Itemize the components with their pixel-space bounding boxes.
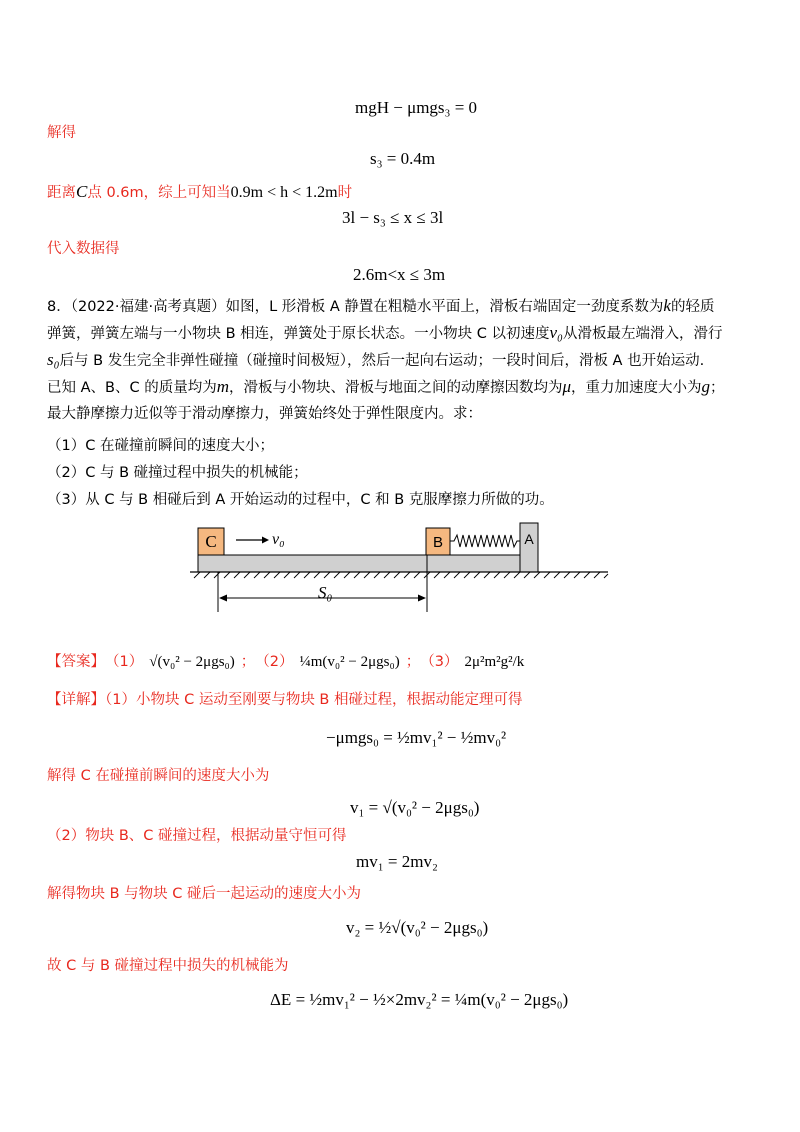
problem-line-2 bbox=[47, 323, 722, 344]
problem-line-4 bbox=[47, 377, 725, 398]
detail-line-1 bbox=[47, 690, 522, 710]
question-3: （3）从 C 与 B 相碰后到 A 开始运动的过程中，C 和 B 克服摩擦力所做的功。 bbox=[47, 492, 554, 508]
velocity-arrow-head bbox=[262, 537, 269, 544]
velocity-label: v₀ bbox=[272, 531, 285, 548]
problem-line-4-a: 已知 A、B、C 的质量均为 bbox=[47, 380, 217, 396]
answer-line bbox=[47, 652, 530, 672]
symbol-mu: μ bbox=[562, 377, 572, 396]
answer-2: ¼m(v₀² − 2μgs₀) bbox=[299, 654, 400, 670]
problem-line-3-text: 后与 B 发生完全非弹性碰撞（碰撞时间极短），然后一起向右运动；一段时间后，滑板 A 也开始运动. bbox=[59, 353, 705, 369]
equation-energy: mgH − μmgs₃ = 0 bbox=[355, 98, 478, 117]
equation-energy-loss: ΔE = ½mv₁² − ½×2mv₂² = ¼m(v₀² − 2μgs₀) bbox=[270, 990, 569, 1009]
problem-line-2-text: 弹簧，弹簧左端与一小物块 B 相连，弹簧处于原长状态。一小物块 C 以初速度 bbox=[47, 326, 550, 342]
line-distance bbox=[47, 182, 352, 203]
symbol-k: k bbox=[663, 296, 671, 315]
answer-part-1: （1） bbox=[105, 654, 144, 670]
problem-line-5: 最大静摩擦力近似等于滑动摩擦力，弹簧始终处于弹性限度内。求： bbox=[47, 406, 482, 422]
answer-tag: 【答案】 bbox=[47, 654, 105, 670]
question-1: （1）C 在碰撞前瞬间的速度大小； bbox=[47, 438, 274, 454]
question-2: （2）C 与 B 碰撞过程中损失的机械能； bbox=[47, 465, 308, 481]
equation-work-energy: −μmgs₀ = ½mv₁² − ½mv₀² bbox=[326, 728, 507, 747]
symbol-g: g bbox=[701, 377, 711, 396]
problem-line-4-c: ，重力加速度大小为 bbox=[571, 380, 702, 396]
answer-3: 2μ²m²g²/k bbox=[464, 654, 525, 670]
block-c-label: C bbox=[205, 532, 217, 551]
answer-sep-2: ； bbox=[405, 654, 421, 670]
problem-line-2-end: 从滑板最左端滑入，滑行 bbox=[562, 326, 723, 342]
diagram-slider bbox=[190, 518, 610, 618]
distance-mid: 点 0.6m，综上可知当 bbox=[87, 185, 231, 201]
board-a bbox=[198, 555, 538, 572]
answer-part-3: （3） bbox=[420, 654, 459, 670]
dimension-arrow-right bbox=[418, 595, 426, 602]
problem-line-1 bbox=[47, 296, 714, 317]
detail-line-1-text: （1）小物块 C 运动至刚要与物块 B 相碰过程，根据动能定理可得 bbox=[105, 692, 523, 708]
detail-tag: 【详解】 bbox=[47, 692, 105, 708]
distance-point: C bbox=[76, 182, 88, 201]
board-a-label: A bbox=[524, 531, 534, 547]
symbol-m: m bbox=[216, 377, 229, 396]
symbol-v0: v₀ bbox=[549, 323, 563, 342]
problem-line-1-end: 的轻质 bbox=[670, 299, 715, 315]
equation-v2: v₂ = ½√(v₀² − 2μgs₀) bbox=[346, 918, 489, 937]
detail-line-4: 解得物块 B 与物块 C 碰后一起运动的速度大小为 bbox=[47, 886, 362, 902]
label-substitute: 代入数据得 bbox=[47, 241, 120, 257]
dimension-arrow-left bbox=[219, 595, 227, 602]
spring bbox=[450, 535, 520, 547]
answer-1: √(v₀² − 2μgs₀) bbox=[149, 654, 235, 670]
problem-line-4-d: ； bbox=[710, 380, 725, 396]
equation-x-value: 2.6m<x ≤ 3m bbox=[353, 265, 446, 284]
answer-sep-1: ； bbox=[240, 654, 256, 670]
equation-s3: s₃ = 0.4m bbox=[370, 149, 436, 168]
distance-range: 0.9m < h < 1.2m bbox=[230, 184, 338, 201]
answer-part-2: （2） bbox=[255, 654, 294, 670]
equation-v1: v₁ = √(v₀² − 2μgs₀) bbox=[350, 798, 480, 817]
detail-line-3: （2）物块 B、C 碰撞过程，根据动量守恒可得 bbox=[47, 828, 347, 844]
equation-x-range: 3l − s₃ ≤ x ≤ 3l bbox=[342, 208, 444, 227]
problem-line-4-b: ，滑板与小物块、滑板与地面之间的动摩擦因数均为 bbox=[229, 380, 563, 396]
dimension-label: S₀ bbox=[318, 583, 333, 602]
label-solve-1: 解得 bbox=[47, 125, 76, 141]
detail-line-5: 故 C 与 B 碰撞过程中损失的机械能为 bbox=[47, 958, 289, 974]
distance-suffix: 时 bbox=[337, 185, 353, 201]
ground-hatch bbox=[194, 572, 608, 578]
problem-line-3 bbox=[47, 350, 704, 371]
problem-line-1-text: 8．（2022·福建·高考真题）如图，L 形滑板 A 静置在粗糙水平面上，滑板右端固定一劲度系数为 bbox=[47, 299, 664, 315]
symbol-s0: s₀ bbox=[47, 350, 60, 369]
detail-line-2: 解得 C 在碰撞前瞬间的速度大小为 bbox=[47, 768, 270, 784]
distance-prefix: 距离 bbox=[47, 185, 76, 201]
block-b-label: B bbox=[432, 534, 444, 551]
equation-momentum: mv₁ = 2mv₂ bbox=[356, 852, 438, 871]
